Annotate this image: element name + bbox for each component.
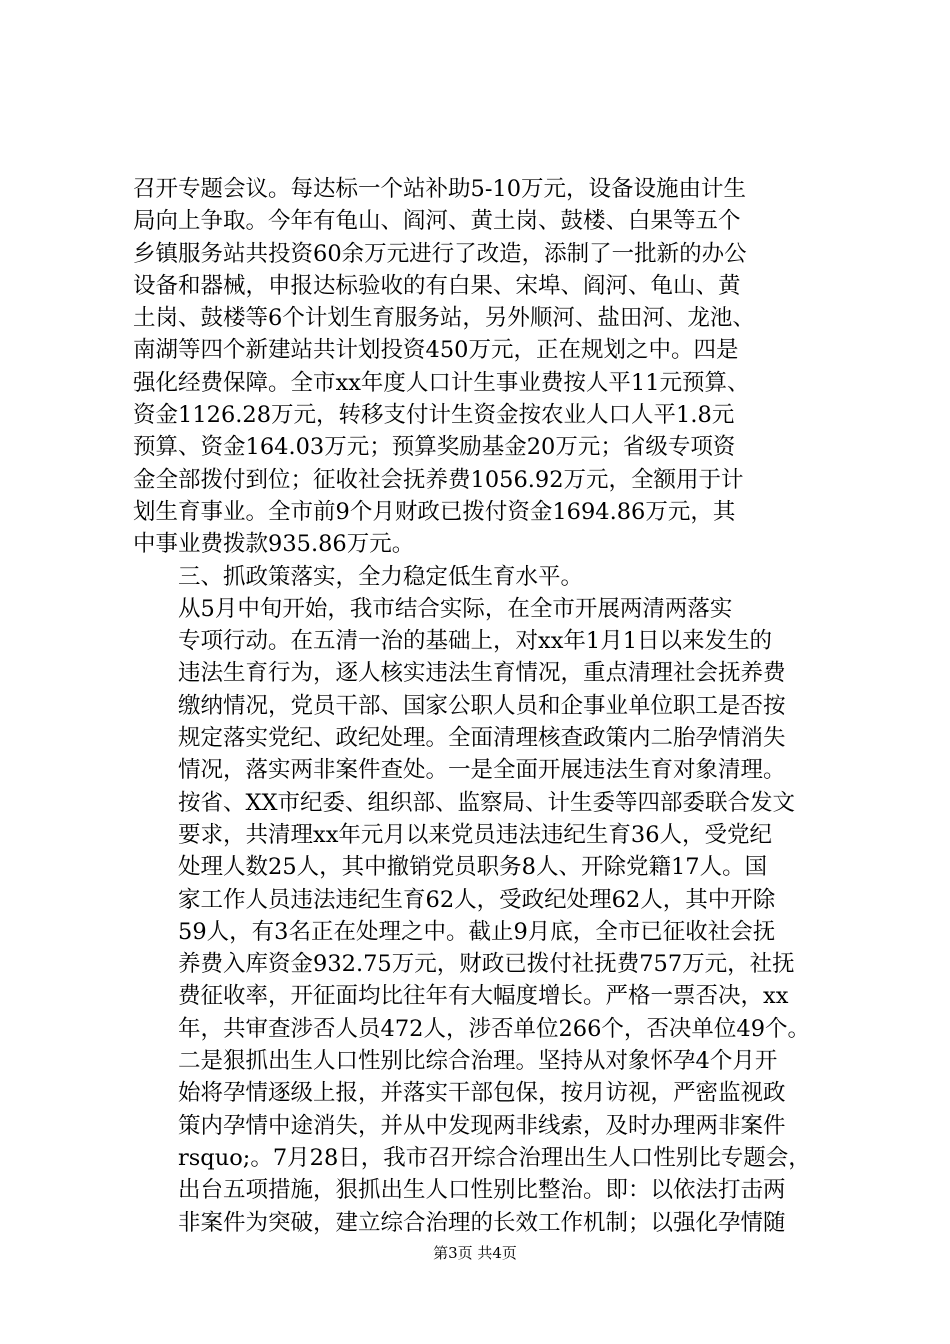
paragraph: [133, 561, 833, 593]
text-line: 按省、XX市纪委、组织部、监察局、计生委等四部委联合发文: [178, 789, 796, 816]
text-line: 二是狠抓出生人口性别比综合治理。坚持从对象怀孕4个月开: [178, 1048, 778, 1075]
text-line: 三、抓政策落实，全力稳定低生育水平。: [178, 563, 584, 590]
text-line: 强化经费保障。全市xx年度人口计生事业费按人平11元预算、: [133, 369, 750, 396]
text-line: 年，共审查涉否人员472人，涉否单位266个，否决单位49个。: [178, 1015, 811, 1042]
text-line: 金全部拨付到位；征收社会抚养费1056.92万元，全额用于计: [133, 466, 744, 493]
text-line: 家工作人员违法违纪生育62人，受政纪处理62人，其中开除: [178, 886, 776, 913]
text-line: 情况，落实两非案件查处。一是全面开展违法生育对象清理。: [178, 757, 786, 784]
text-line: 土岗、鼓楼等6个计划生育服务站，另外顺河、盐田河、龙池、: [133, 305, 755, 332]
text-line: 南湖等四个新建站共计划投资450万元，正在规划之中。四是: [133, 337, 739, 364]
text-line: 处理人数25人，其中撤销党员职务8人、开除党籍17人。国: [178, 854, 768, 881]
text-line: 设备和器械，申报达标验收的有白果、宋埠、阎河、龟山、黄: [133, 272, 741, 299]
text-line: 非案件为突破，建立综合治理的长效工作机制；以强化孕情随: [178, 1209, 786, 1236]
text-line: 违法生育行为，逐人核实违法生育情况，重点清理社会抚养费: [178, 660, 786, 687]
paragraph: [133, 173, 833, 561]
text-line: 规定落实党纪、政纪处理。全面清理核查政策内二胎孕情消失: [178, 725, 786, 752]
text-line: 划生育事业。全市前9个月财政已拨付资金1694.86万元，其: [133, 498, 736, 525]
paragraph: [133, 593, 833, 1239]
text-line: 出台五项措施，狠抓出生人口性别比整治。即：以依法打击两: [178, 1177, 786, 1204]
text-line: 召开专题会议。每达标一个站补助5-10万元，设备设施由计生: [133, 176, 747, 202]
text-line: 中事业费拨款935.86万元。: [133, 531, 415, 558]
text-line: 乡镇服务站共投资60余万元进行了改造，添制了一批新的办公: [133, 240, 747, 267]
text-line: rsquo;。7月28日，我市召开综合治理出生人口性别比专题会，: [178, 1144, 811, 1171]
text-line: 缴纳情况，党员干部、国家公职人员和企事业单位职工是否按: [178, 692, 786, 719]
text-line: 要求，共清理xx年元月以来党员违法违纪生育36人，受党纪: [178, 821, 773, 848]
text-line: 资金1126.28万元，转移支付计生资金按农业人口人平1.8元: [133, 402, 735, 429]
text-line: 局向上争取。今年有龟山、阎河、黄土岗、鼓楼、白果等五个: [133, 208, 741, 235]
body-text: [133, 173, 833, 1239]
text-line: 59人，有3名正在处理之中。截止9月底，全市已征收社会抚: [178, 918, 776, 945]
text-line: 从5月中旬开始，我市结合实际，在全市开展两清两落实: [178, 595, 733, 622]
text-line: 始将孕情逐级上报，并落实干部包保，按月访视，严密监视政: [178, 1080, 786, 1107]
text-line: 养费入库资金932.75万元，财政已拨付社抚费757万元，社抚: [178, 951, 795, 978]
text-line: 预算、资金164.03万元；预算奖励基金20万元；省级专项资: [133, 434, 736, 461]
text-line: 专项行动。在五清一治的基础上，对xx年1月1日以来发生的: [178, 628, 773, 655]
text-line: 策内孕情中途消失，并从中发现两非线索，及时办理两非案件: [178, 1112, 786, 1139]
page-footer: 第3页 共4页: [433, 1244, 517, 1262]
text-line: 费征收率，开征面均比往年有大幅度增长。严格一票否决，xx: [178, 983, 789, 1010]
